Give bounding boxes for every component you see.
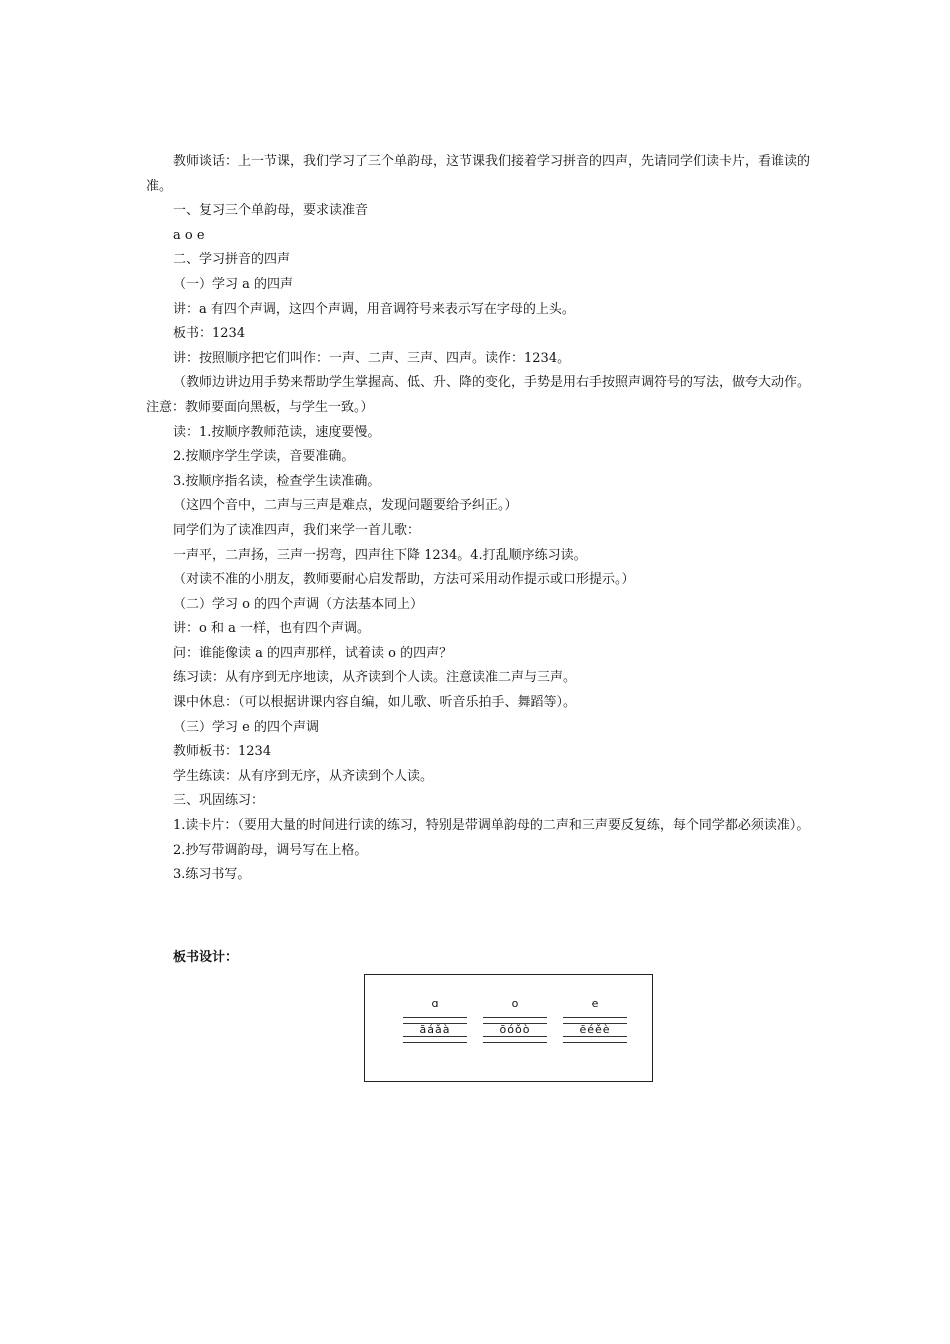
paragraph: （三）学习 e 的四个声调	[173, 719, 319, 735]
paragraph: 2.按顺序学生学读，音要准确。	[173, 449, 355, 465]
paragraph: 二、学习拼音的四声	[173, 252, 291, 268]
vowel-letter: e	[591, 997, 599, 1010]
paragraph: 2.抄写带调韵母，调号写在上格。	[173, 842, 368, 858]
tone-group-o	[483, 997, 547, 1043]
paragraph: 1.读卡片：（要用大量的时间进行读的练习，特别是带调单韵母的二声和三声要反复练，每个同学都必须读准）。	[173, 818, 810, 834]
lesson-text	[146, 150, 810, 888]
paragraph: 教师板书：1234	[173, 744, 272, 760]
paragraph: 读：1.按顺序教师范读，速度要慢。	[173, 424, 381, 440]
paragraph: 一、复习三个单韵母，要求读准音	[173, 203, 369, 219]
paragraph: 学生练读：从有序到无序，从齐读到个人读。	[173, 768, 434, 784]
paragraph: 三、巩固练习：	[173, 793, 265, 809]
paragraph: 同学们为了读准四声，我们来学一首儿歌：	[173, 522, 421, 538]
tone-marks-row: ōóǒò	[499, 1023, 531, 1036]
paragraph: 教师谈话：上一节课，我们学习了三个单韵母，这节课我们接着学习拼音的四声，先请同学们读卡片，看谁读的准。	[146, 154, 811, 194]
four-line-grid	[403, 1017, 467, 1043]
paragraph: 一声平，二声扬，三声一拐弯，四声往下降 1234。4.打乱顺序练习读。	[173, 547, 587, 563]
vowel-letter: o	[511, 997, 519, 1010]
paragraph: （二）学习 o 的四个声调（方法基本同上）	[173, 596, 424, 612]
board-design-heading: 板书设计：	[173, 950, 239, 965]
paragraph: 课中休息：（可以根据讲课内容自编，如儿歌、听音乐拍手、舞蹈等）。	[173, 695, 577, 711]
paragraph: 3.练习书写。	[173, 867, 251, 883]
board-design-figure	[364, 974, 653, 1082]
vowel-letter: ɑ	[431, 997, 439, 1010]
paragraph: 问：谁能像读 a 的四声那样，试着读 o 的四声？	[173, 645, 453, 661]
paragraph: 讲：按照顺序把它们叫作：一声、二声、三声、四声。读作：1234。	[173, 350, 571, 366]
paragraph: a o e	[173, 227, 205, 243]
paragraph: （这四个音中，二声与三声是难点，发现问题要给予纠正。）	[173, 498, 518, 514]
paragraph: 练习读：从有序到无序地读，从齐读到个人读。注意读准二声与三声。	[173, 670, 577, 686]
paragraph: （一）学习 a 的四声	[173, 276, 294, 292]
four-line-grid	[483, 1017, 547, 1043]
paragraph: （教师边讲边用手势来帮助学生掌握高、低、升、降的变化，手势是用右手按照声调符号的写法，做夸大动作。注意：教师要面向黑板，与学生一致。）	[146, 375, 811, 415]
paragraph: 3.按顺序指名读，检查学生读准确。	[173, 473, 381, 489]
paragraph: 讲：a 有四个声调，这四个声调，用音调符号来表示写在字母的上头。	[173, 301, 575, 317]
four-line-grid	[563, 1017, 627, 1043]
tone-marks-row: āáǎà	[419, 1023, 451, 1036]
tone-group-a	[403, 997, 467, 1043]
paragraph: 板书：1234	[173, 326, 246, 342]
paragraph: （对读不准的小朋友，教师要耐心启发帮助，方法可采用动作提示或口形提示。）	[173, 572, 635, 588]
tone-marks-row: ēéěè	[579, 1023, 611, 1036]
tone-group-e	[563, 997, 627, 1043]
paragraph: 讲：o 和 a 一样，也有四个声调。	[173, 621, 370, 637]
